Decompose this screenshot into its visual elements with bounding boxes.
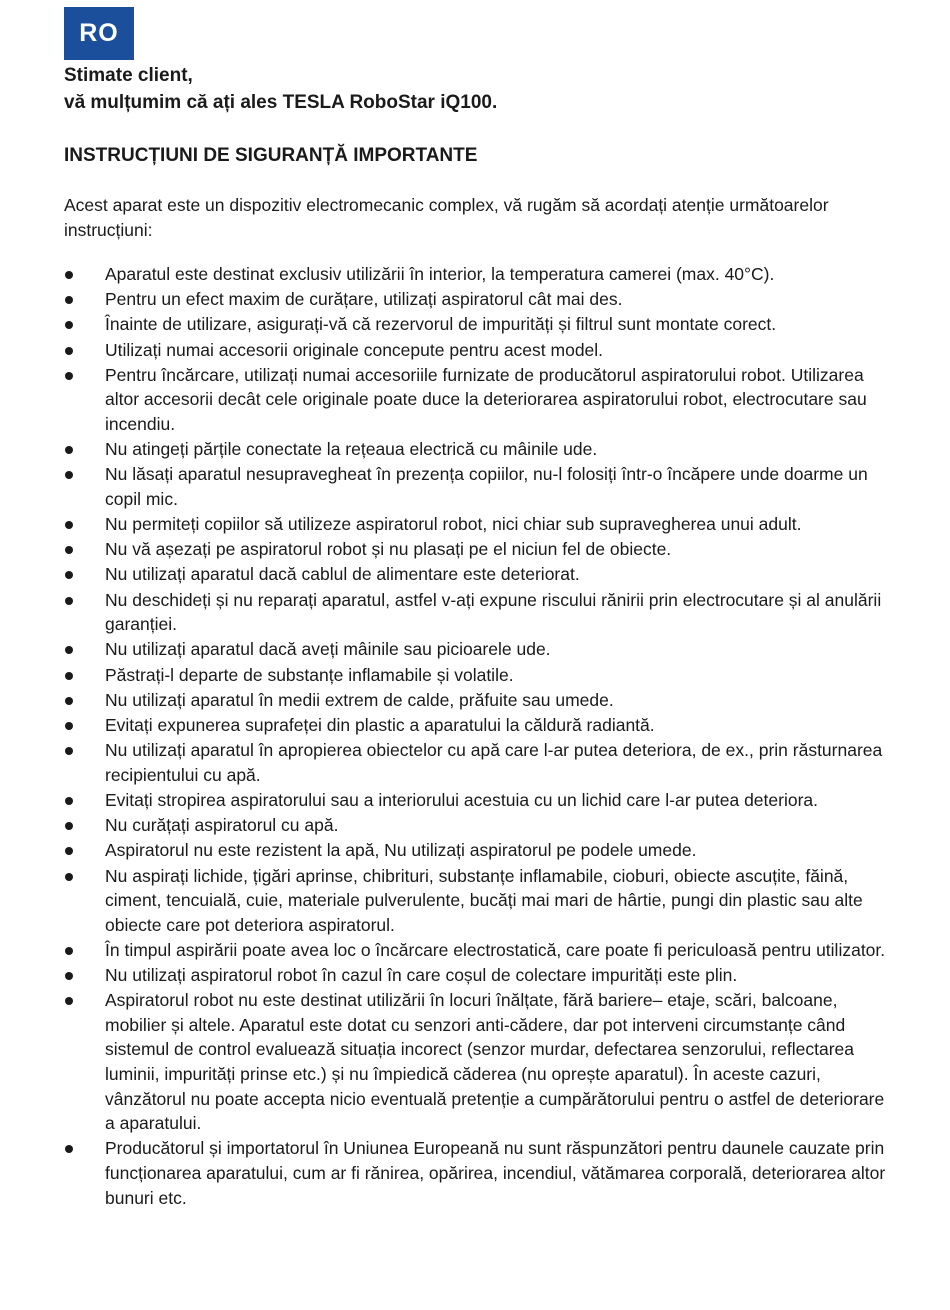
section-title: INSTRUCȚIUNI DE SIGURANȚĂ IMPORTANTE — [64, 145, 478, 166]
safety-rule-item — [64, 312, 894, 337]
safety-rule-item — [64, 562, 894, 587]
bullet-icon — [65, 873, 73, 881]
bullet-icon — [65, 972, 73, 980]
bullet-icon — [65, 646, 73, 654]
safety-rule-text: Nu permiteți copiilor să utilizeze aspiratorul robot, nici chiar sub supravegherea unui adult. — [105, 514, 802, 535]
bullet-icon — [65, 697, 73, 705]
bullet-icon — [65, 521, 73, 529]
safety-rule-text: Aparatul este destinat exclusiv utilizării în interior, la temperatura camerei (max. 40°C). — [105, 264, 775, 284]
safety-rule-item — [64, 713, 894, 738]
safety-rule-text: Evitați expunerea suprafeței din plastic a aparatului la căldură radiantă. — [105, 715, 655, 735]
bullet-icon — [65, 597, 73, 605]
bullet-icon — [65, 372, 73, 380]
safety-rule-item — [64, 262, 894, 287]
safety-rule-text: Nu utilizați aparatul în medii extrem de calde, prăfuite sau umede. — [105, 689, 614, 710]
language-badge — [64, 7, 134, 60]
safety-rule-text: Înainte de utilizare, asigurați-vă că rezervorul de impurități și filtrul sunt montate corect. — [105, 314, 777, 335]
safety-rule-item — [64, 1136, 894, 1210]
safety-rule-item — [64, 938, 894, 963]
safety-rule-text: Nu utilizați aparatul dacă aveți mâinile sau picioarele ude. — [105, 639, 551, 660]
safety-rule-text: Nu utilizați aspiratorul robot în cazul în care coșul de colectare impurități este plin. — [105, 965, 738, 986]
safety-rule-text: Evitați stropirea aspiratorului sau a interiorului acestuia cu un lichid care l-ar putea deteriora. — [105, 789, 819, 810]
bullet-icon — [65, 471, 73, 479]
safety-rule-text: Pentru încărcare, utilizați numai accesoriile furnizate de producătorul aspiratorului robot. Utilizarea altor accesorii decât cele originale poate duce la deteriorarea aspiratorului robot, electrocutare sau incendiu. — [105, 364, 867, 434]
safety-rule-text: Nu utilizați aparatul dacă cablul de alimentare este deteriorat. — [105, 564, 580, 585]
safety-rule-item — [64, 788, 894, 813]
greeting — [64, 62, 894, 116]
safety-rule-text: Pentru un efect maxim de curățare, utilizați aspiratorul cât mai des. — [105, 289, 623, 310]
bullet-icon — [65, 296, 73, 304]
safety-rule-item — [64, 462, 894, 511]
safety-rule-text: Nu aspirați lichide, țigări aprinse, chibrituri, substanțe inflamabile, cioburi, obiecte ascuțite, făină, ciment, tencuială, cuie, materiale pulverulente, bucăți mai mari de hârtie, pungi din plastic sau alte obiecte care pot deteriora aspiratorul. — [105, 865, 863, 935]
safety-rule-item — [64, 637, 894, 662]
safety-rule-item — [64, 512, 894, 537]
safety-rule-item — [64, 813, 894, 838]
greeting-line-2: vă mulțumim că ați ales TESLA RoboStar iQ100. — [64, 92, 498, 113]
document-body — [64, 62, 894, 1211]
bullet-icon — [65, 847, 73, 855]
bullet-icon — [65, 571, 73, 579]
safety-rule-item — [64, 663, 894, 688]
safety-rules-list — [64, 262, 894, 1210]
bullet-icon — [65, 722, 73, 730]
safety-rule-text: Nu atingeți părțile conectate la rețeaua electrică cu mâinile ude. — [105, 439, 598, 460]
bullet-icon — [65, 747, 73, 755]
bullet-icon — [65, 321, 73, 329]
safety-rule-item — [64, 838, 894, 863]
bullet-icon — [65, 1145, 73, 1153]
safety-rule-item — [64, 588, 894, 637]
safety-rule-text: Nu deschideți și nu reparați aparatul, astfel v-ați expune riscului rănirii prin electrocutare și al anulării garanției. — [105, 589, 882, 635]
bullet-icon — [65, 271, 73, 279]
safety-rule-item — [64, 537, 894, 562]
bullet-icon — [65, 672, 73, 680]
safety-rule-item — [64, 738, 894, 787]
safety-rule-item — [64, 287, 894, 312]
safety-rule-text: În timpul aspirării poate avea loc o încărcare electrostatică, care poate fi periculoasă pentru utilizator. — [105, 939, 886, 960]
bullet-icon — [65, 947, 73, 955]
safety-rule-text: Nu vă așezați pe aspiratorul robot și nu plasați pe el niciun fel de obiecte. — [105, 539, 672, 560]
safety-rule-text: Utilizați numai accesorii originale concepute pentru acest model. — [105, 339, 604, 360]
safety-rule-text: Nu utilizați aparatul în apropierea obiectelor cu apă care l-ar putea deteriora, de ex., prin răsturnarea recipientului cu apă. — [105, 740, 883, 785]
greeting-line-1: Stimate client, — [64, 65, 193, 86]
safety-rule-item — [64, 963, 894, 988]
safety-rule-text: Nu curățați aspiratorul cu apă. — [105, 815, 339, 836]
safety-rule-text: Aspiratorul robot nu este destinat utilizării în locuri înălțate, fără bariere– etaje, scări, balcoane, mobilier și altele. Aparatul este dotat cu senzori anti-cădere, dar pot interveni circumstanțe când sistemul de control evaluează situația incorect (senzor murdar, defectarea senzorului, reflectarea luminii, impurități prinse etc.) și nu împiedică căderea (nu oprește aparatul). În aceste cazuri, vânzătorul nu poate accepta nicio eventuală pretenție a cumpărătorului pentru o astfel de deteriorare a aparatului. — [105, 990, 885, 1134]
bullet-icon — [65, 546, 73, 554]
safety-rule-item — [64, 338, 894, 363]
safety-rule-item — [64, 864, 894, 938]
bullet-icon — [65, 797, 73, 805]
bullet-icon — [65, 997, 73, 1005]
bullet-icon — [65, 347, 73, 355]
language-badge-label: RO — [79, 19, 119, 47]
safety-rule-item — [64, 437, 894, 462]
safety-rule-text: Nu lăsați aparatul nesupravegheat în prezența copiilor, nu-l folosiți într-o încăpere unde doarme un copil mic. — [105, 464, 868, 509]
safety-rule-item — [64, 688, 894, 713]
intro-paragraph: Acest aparat este un dispozitiv electromecanic complex, vă rugăm să acordați atenție următoarelor instrucțiuni: — [64, 195, 829, 240]
safety-rule-text: Păstrați-l departe de substanțe inflamabile și volatile. — [105, 664, 514, 685]
safety-rule-text: Producătorul și importatorul în Uniunea Europeană nu sunt răspunzători pentru daunele cauzate prin funcționarea aparatului, cum ar fi rănirea, opărirea, incendiul, vătămarea corporală, deteriorarea altor bunuri etc. — [105, 1138, 886, 1208]
bullet-icon — [65, 446, 73, 454]
bullet-icon — [65, 822, 73, 830]
safety-rule-text: Aspiratorul nu este rezistent la apă, Nu utilizați aspiratorul pe podele umede. — [105, 840, 697, 861]
safety-rule-item — [64, 363, 894, 437]
safety-rule-item — [64, 988, 894, 1136]
